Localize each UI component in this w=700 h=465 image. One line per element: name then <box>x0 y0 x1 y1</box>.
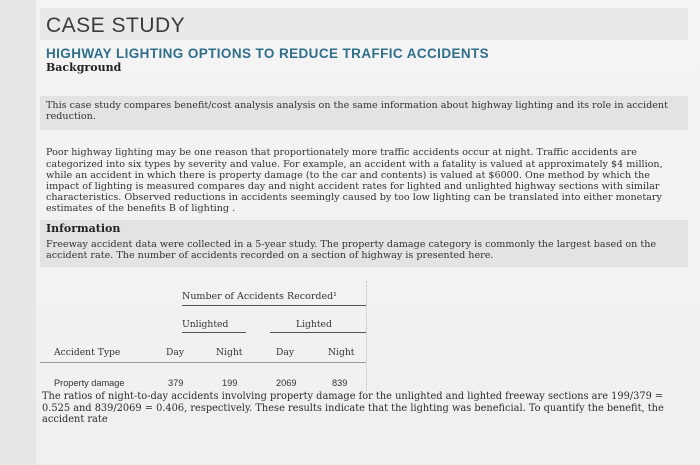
header-accident-type: Accident Type <box>54 347 121 359</box>
cell-unlighted-night: 199 <box>222 378 238 389</box>
table-rule-header <box>40 362 366 363</box>
page-left-margin <box>0 0 36 465</box>
table-title: Number of Accidents Recorded¹ <box>182 291 337 303</box>
header-night-unlighted: Night <box>216 347 243 359</box>
cell-lighted-day: 2069 <box>276 378 297 389</box>
cell-unlighted-day: 379 <box>168 378 184 389</box>
header-unlighted: Unlighted <box>182 319 229 331</box>
header-day-lighted: Day <box>276 347 295 359</box>
cell-accident-type: Property damage <box>54 378 125 389</box>
background-heading: Background <box>46 61 122 74</box>
header-night-lighted: Night <box>328 347 355 359</box>
accidents-table <box>40 281 688 391</box>
case-study-content <box>40 8 688 426</box>
case-study-subtitle: HIGHWAY LIGHTING OPTIONS TO REDUCE TRAFFIC ACCIDENTS <box>46 46 490 61</box>
intro-paragraph: This case study compares benefit/cost analysis analysis on the same information about highway lighting and its role in accident reduction. <box>40 96 688 130</box>
header-day-unlighted: Day <box>166 347 185 359</box>
background-paragraph: Poor highway lighting may be one reason that proportionately more traffic accidents occur at night. Traffic accidents are categorized into six types by severity and value. For example, an accident with a fatality is valued at approximately $4 million, while an accident in which there is property damage (to the car and contents) is valued at $6000. One method by which the impact of lighting is measured compares day and night accident rates for lighted and unlighted highway sections with similar characteristics. Observed reductions in accidents seemingly caused by too low lighting can be translated into either monetary estimates of the benefits B of lighting . <box>46 147 663 215</box>
table-right-border <box>366 281 371 391</box>
information-paragraph: Freeway accident data were collected in a 5-year study. The property damage category is commonly the largest based on the accident rate. The number of accidents recorded on a section of highway is presented here. <box>40 237 688 267</box>
case-study-title: CASE STUDY <box>40 8 688 40</box>
table-rule-top <box>182 305 366 306</box>
header-lighted: Lighted <box>296 319 332 331</box>
closing-paragraph: The ratios of night-to-day accidents involving property damage for the unlighted and lighted freeway sections are 199/379 = 0.525 and 839/2069 = 0.406, respectively. These results indicate that the lighting was beneficial. To quantify the benefit, the accident rate <box>42 391 664 426</box>
cell-lighted-night: 839 <box>332 378 348 389</box>
lighted-underline <box>270 332 366 333</box>
unlighted-underline <box>182 332 246 333</box>
information-heading: Information <box>40 220 688 237</box>
